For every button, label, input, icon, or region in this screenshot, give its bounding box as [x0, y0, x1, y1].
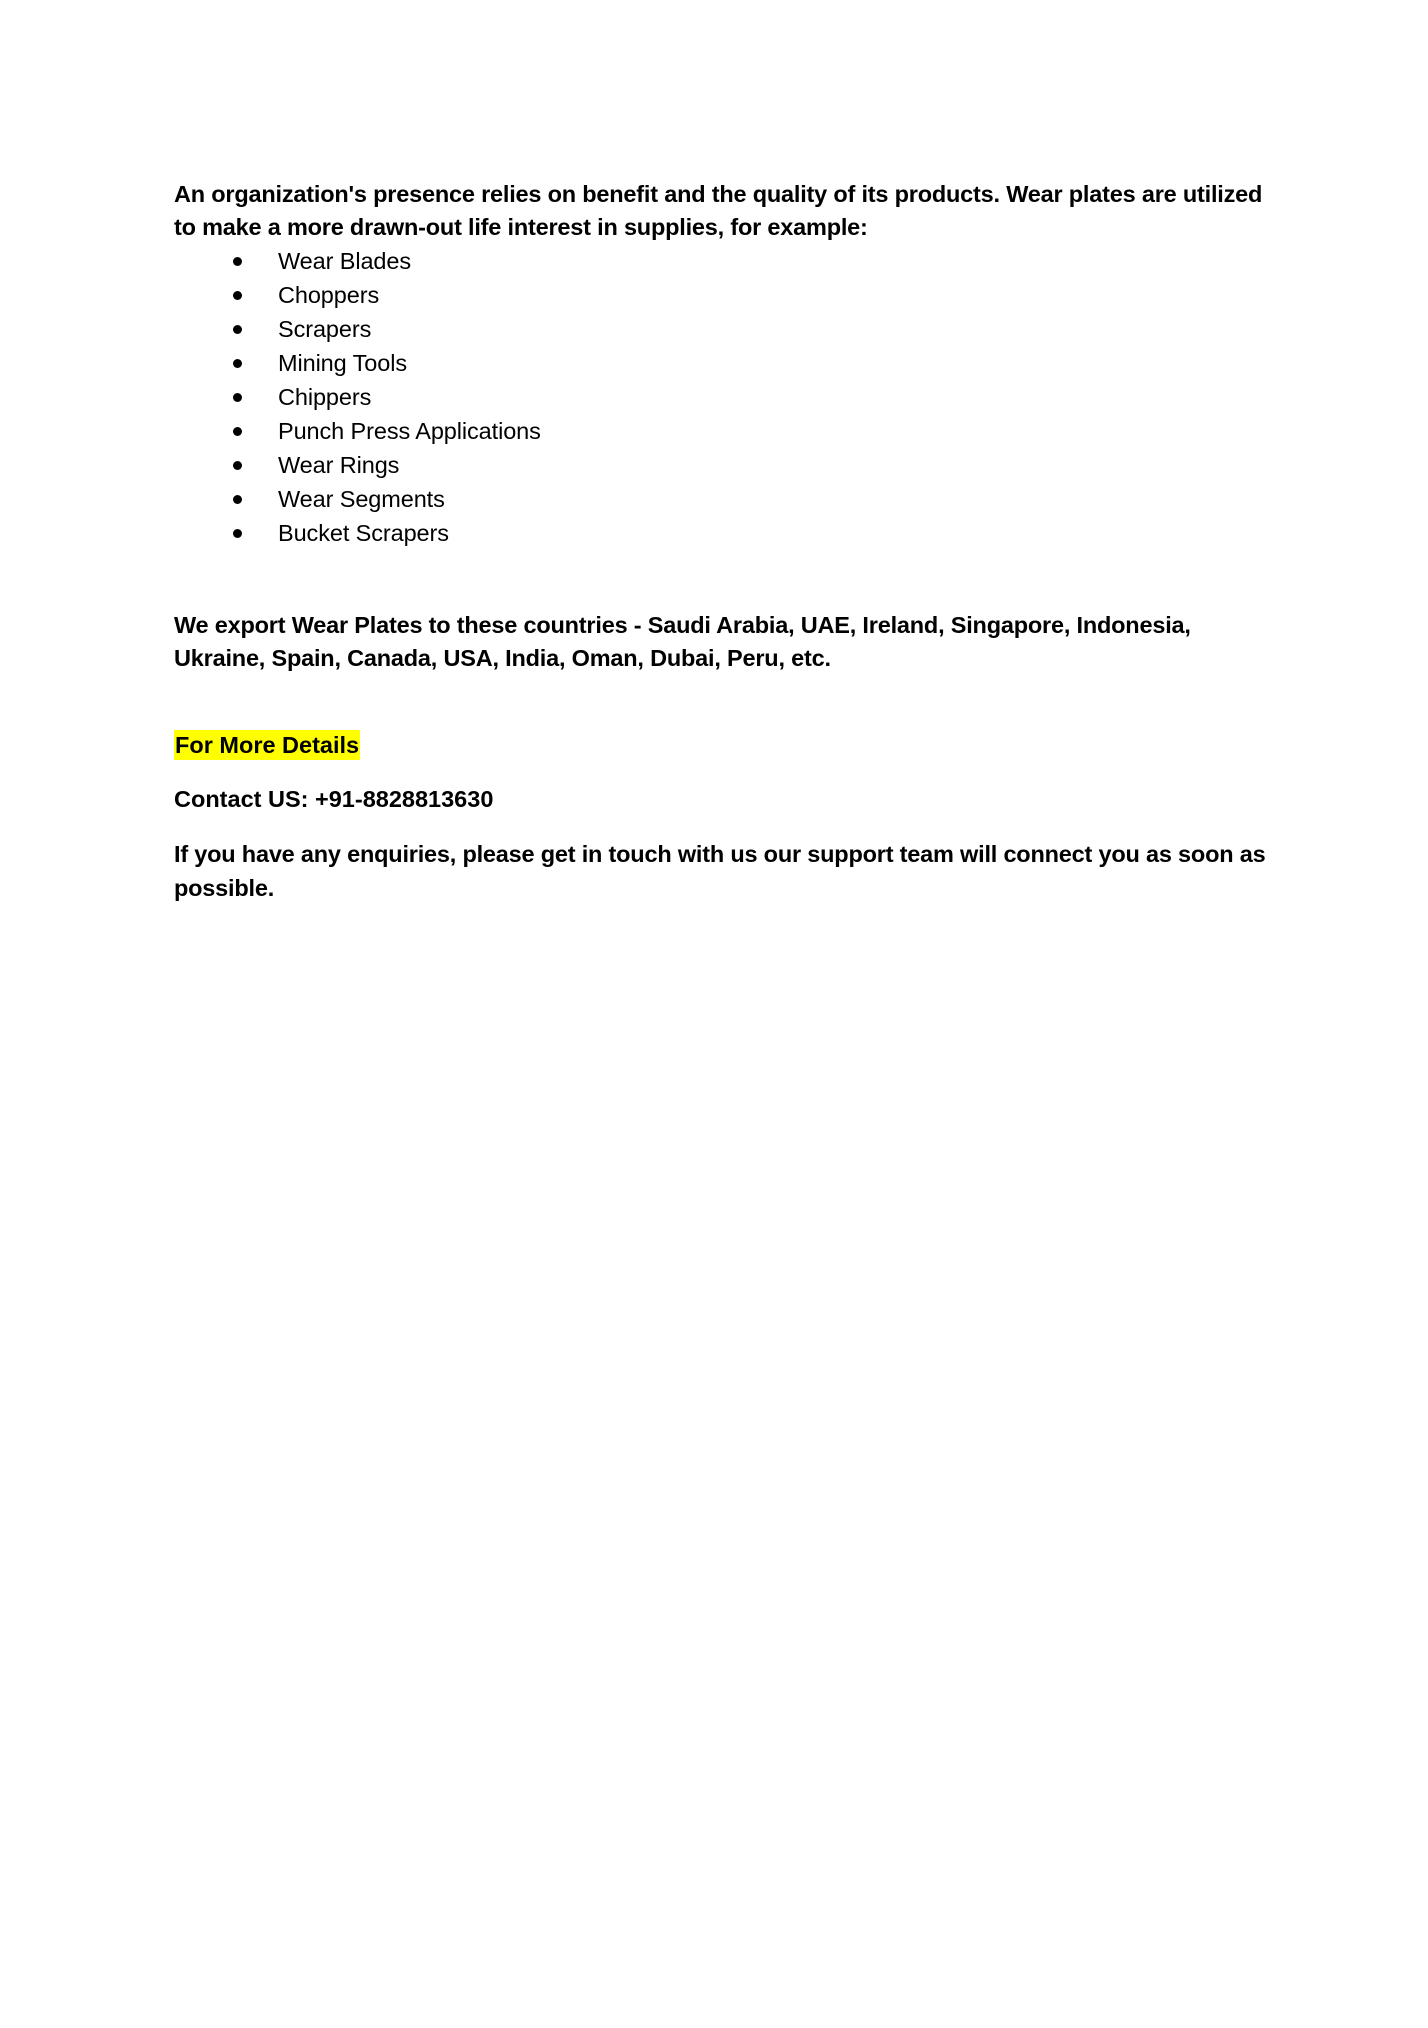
- list-item: [174, 346, 1284, 380]
- list-item-text: Chippers: [278, 384, 372, 410]
- details-heading-block: [174, 729, 1284, 762]
- bullet-icon: [233, 461, 242, 470]
- list-item-text: Scrapers: [278, 316, 372, 342]
- enquiry-paragraph: If you have any enquiries, please get in touch with us our support team will connect you as soon as possible.: [174, 841, 1266, 901]
- list-item-text: Wear Segments: [278, 486, 445, 512]
- list-item-text: Wear Rings: [278, 452, 400, 478]
- bullet-icon: [233, 359, 242, 368]
- bullet-icon: [233, 325, 242, 334]
- bullet-icon: [233, 495, 242, 504]
- list-item-text: Mining Tools: [278, 350, 407, 376]
- bullet-list: [174, 244, 1284, 550]
- list-item: [174, 278, 1284, 312]
- contact-line: Contact US: +91-8828813630: [174, 786, 494, 812]
- bullet-icon: [233, 393, 242, 402]
- list-item: [174, 380, 1284, 414]
- intro-paragraph: An organization's presence relies on benefit and the quality of its products. Wear plates are utilized to make a more drawn-out life interest in supplies, for example:: [174, 181, 1263, 240]
- list-item: [174, 312, 1284, 346]
- export-paragraph: We export Wear Plates to these countries - Saudi Arabia, UAE, Ireland, Singapore, Indonesia, Ukraine, Spain, Canada, USA, India, Oman, Dubai, Peru, etc.: [174, 612, 1191, 671]
- document-content: [174, 178, 1284, 905]
- bullet-icon: [233, 291, 242, 300]
- list-item-text: Choppers: [278, 282, 380, 308]
- list-item: [174, 414, 1284, 448]
- bullet-icon: [233, 427, 242, 436]
- list-item: [174, 244, 1284, 278]
- list-item-text: Wear Blades: [278, 248, 412, 274]
- bullet-icon: [233, 257, 242, 266]
- list-item: [174, 516, 1284, 550]
- list-item-text: Bucket Scrapers: [278, 520, 449, 546]
- details-heading: For More Details: [175, 732, 360, 758]
- list-item-text: Punch Press Applications: [278, 418, 541, 444]
- list-item: [174, 482, 1284, 516]
- list-item: [174, 448, 1284, 482]
- bullet-icon: [233, 529, 242, 538]
